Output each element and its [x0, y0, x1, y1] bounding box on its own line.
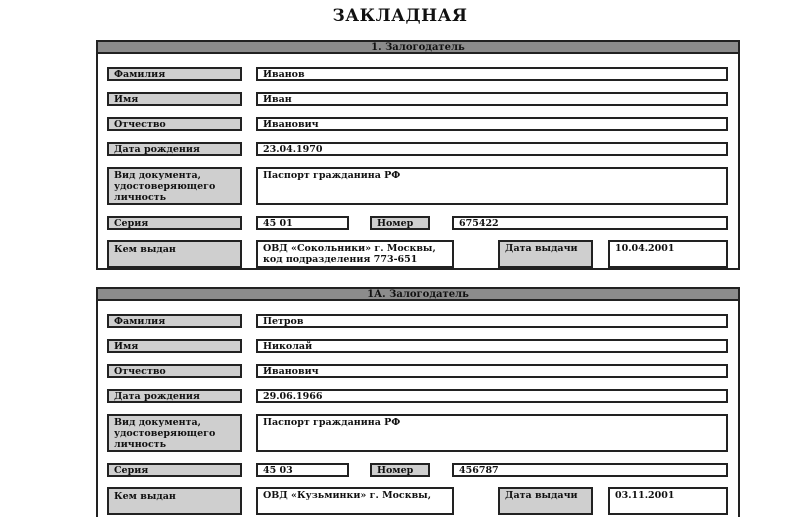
series-field[interactable]: 45 01 [256, 216, 349, 230]
birth-date-label: Дата рождения [107, 389, 242, 403]
issued-by-field[interactable]: ОВД «Кузьминки» г. Москвы, [256, 487, 454, 515]
number-field[interactable]: 675422 [452, 216, 728, 230]
section-pledgor-1 [96, 40, 740, 270]
issue-date-label: Дата выдачи [498, 487, 593, 515]
patronymic-field[interactable]: Иванович [256, 117, 728, 131]
id-document-field[interactable]: Паспорт гражданина РФ [256, 167, 728, 205]
surname-field[interactable]: Петров [256, 314, 728, 328]
number-field[interactable]: 456787 [452, 463, 728, 477]
section-pledgor-1a [96, 287, 740, 517]
surname-label: Фамилия [107, 314, 242, 328]
birth-date-field[interactable]: 29.06.1966 [256, 389, 728, 403]
number-label: Номер [370, 216, 430, 230]
surname-field[interactable]: Иванов [256, 67, 728, 81]
series-label: Серия [107, 216, 242, 230]
patronymic-label: Отчество [107, 117, 242, 131]
series-field[interactable]: 45 03 [256, 463, 349, 477]
issue-date-field[interactable]: 03.11.2001 [608, 487, 728, 515]
patronymic-field[interactable]: Иванович [256, 364, 728, 378]
section-heading: 1. Залогодатель [96, 40, 740, 54]
surname-label: Фамилия [107, 67, 242, 81]
issued-by-label: Кем выдан [107, 240, 242, 268]
issue-date-label: Дата выдачи [498, 240, 593, 268]
document-title: ЗАКЛАДНАЯ [332, 6, 468, 26]
birth-date-field[interactable]: 23.04.1970 [256, 142, 728, 156]
name-field[interactable]: Николай [256, 339, 728, 353]
id-document-label: Вид документа, удостоверяющего личность [107, 167, 242, 205]
number-label: Номер [370, 463, 430, 477]
issue-date-field[interactable]: 10.04.2001 [608, 240, 728, 268]
birth-date-label: Дата рождения [107, 142, 242, 156]
section-heading: 1А. Залогодатель [96, 287, 740, 301]
patronymic-label: Отчество [107, 364, 242, 378]
id-document-field[interactable]: Паспорт гражданина РФ [256, 414, 728, 452]
name-label: Имя [107, 339, 242, 353]
issued-by-field[interactable]: ОВД «Сокольники» г. Москвы, код подразделения 773-651 [256, 240, 454, 268]
id-document-label: Вид документа, удостоверяющего личность [107, 414, 242, 452]
name-field[interactable]: Иван [256, 92, 728, 106]
series-label: Серия [107, 463, 242, 477]
name-label: Имя [107, 92, 242, 106]
issued-by-label: Кем выдан [107, 487, 242, 515]
